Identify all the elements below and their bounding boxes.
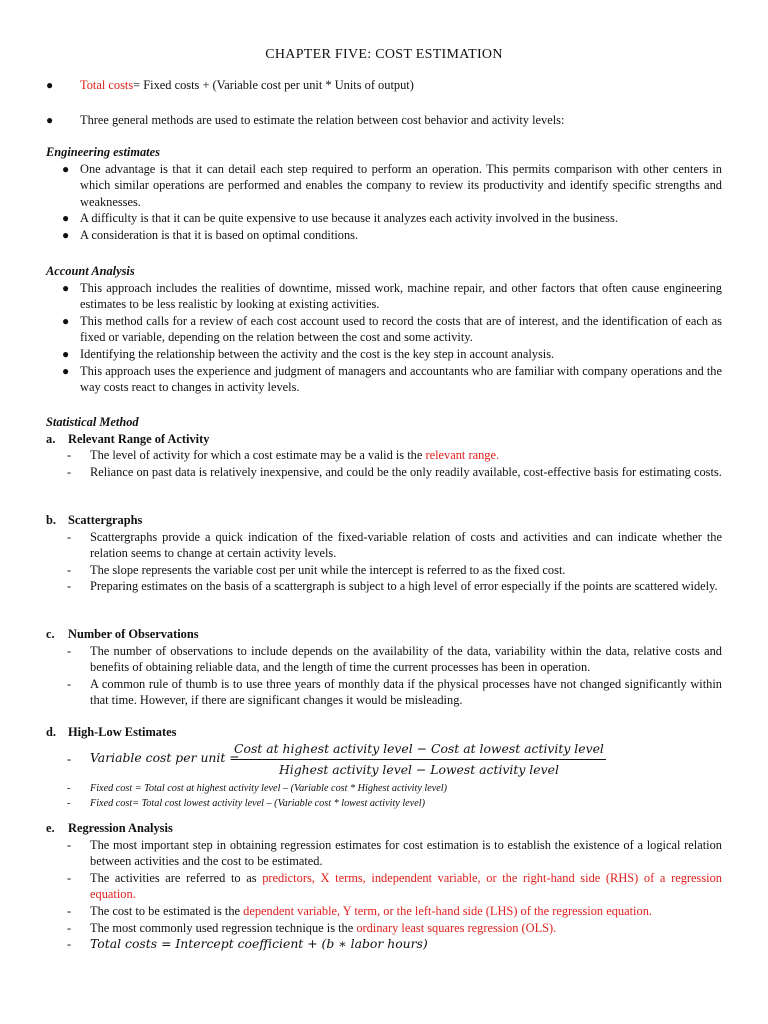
ols-term: ordinary least squares regression (OLS). <box>356 920 557 935</box>
dash-icon: - <box>67 448 72 463</box>
section-label: a. <box>46 431 56 446</box>
section-title: Relevant Range of Activity <box>68 431 210 446</box>
fixed-cost-formula-high: Fixed cost = Total cost at highest activity level – (Variable cost * Highest activity level) <box>90 782 448 794</box>
formula-fraction <box>232 741 606 779</box>
scattergraphs-heading <box>46 512 722 529</box>
list-item <box>46 529 722 562</box>
dash-icon: - <box>67 579 72 594</box>
engineering-section <box>46 144 722 244</box>
total-cost-formula: = Fixed costs + (Variable cost per unit * Units of output) <box>133 78 414 92</box>
section-title: Number of Observations <box>68 627 199 641</box>
list-item-text: A common rule of thumb is to use three years of monthly data if the physical processes have not changed significantly within that time. However, if there are significant changes it would be misleading. <box>90 676 722 708</box>
section-label: b. <box>46 513 56 527</box>
list-item <box>46 643 722 676</box>
formula-lhs: Variable cost per unit = <box>90 749 240 765</box>
relevant-range-heading <box>46 431 722 448</box>
list-item-text: The number of observations to include depends on the availability of the data, variability within the data, relative costs and benefits of obtaining reliable data, and the length of time the current processes has been in operation. <box>90 643 722 675</box>
list-item <box>46 936 722 953</box>
predictors-term: predictors, X terms, independent variable, or the right-hand side (RHS) of a regression equation. <box>90 870 722 902</box>
list-item <box>46 346 722 363</box>
dependent-variable-term: dependent variable, Y term, or the left-hand side (LHS) of the regression equation. <box>243 903 652 918</box>
dash-icon: - <box>67 870 72 885</box>
dash-icon: - <box>67 643 72 658</box>
section-label: e. <box>46 821 55 835</box>
list-item-text: A consideration is that it is based on optimal conditions. <box>80 227 359 242</box>
scattergraphs-section <box>46 512 722 595</box>
list-item <box>46 920 722 937</box>
bullet-icon: ● <box>62 346 70 361</box>
dash-icon: - <box>67 920 72 935</box>
dash-icon: - <box>67 837 72 852</box>
regression-section <box>46 820 722 953</box>
intro-section <box>46 77 722 94</box>
list-item <box>46 562 722 579</box>
list-item-text: The level of activity for which a cost estimate may be a valid is the <box>90 448 426 463</box>
account-heading: Account Analysis <box>46 264 135 278</box>
dash-icon: - <box>67 751 72 766</box>
list-item-text: The most important step in obtaining regression estimates for cost estimation is to establish the existence of a logical relation between activities and the cost to be estimated. <box>90 837 722 869</box>
dash-icon: - <box>67 782 71 794</box>
list-item-text: Reliance on past data is relatively inexpensive, and could be the only readily available, cost-effective basis for estimating costs. <box>90 464 722 479</box>
dash-icon: - <box>67 529 72 544</box>
methods-section <box>46 112 722 129</box>
list-item <box>46 870 722 903</box>
list-item-text: The activities are referred to as <box>90 870 263 885</box>
list-item <box>46 210 722 227</box>
list-item-text: Scattergraphs provide a quick indication of the fixed-variable relation of costs and activities and can indicate whether the relation seems to change at certain activity levels. <box>90 529 722 561</box>
bullet-icon: ● <box>62 363 70 378</box>
bullet-icon: ● <box>62 211 70 226</box>
list-item <box>46 161 722 211</box>
list-item <box>46 313 722 346</box>
list-item <box>46 903 722 920</box>
dash-icon: - <box>67 562 72 577</box>
list-item-text: Identifying the relationship between the activity and the cost is the key step in account analysis. <box>80 346 555 361</box>
observations-section <box>46 626 722 709</box>
three-methods-bullet <box>46 112 722 129</box>
dash-icon: - <box>67 797 71 809</box>
list-item-text: A difficulty is that it can be quite expensive to use because it analyzes each activity involved in the business. <box>80 211 618 226</box>
list-item-text: The most commonly used regression technique is the <box>90 920 357 935</box>
fixed-cost-formula-low: Fixed cost= Total cost lowest activity level – (Variable cost * lowest activity level) <box>90 797 425 809</box>
list-item-text: The slope represents the variable cost per unit while the intercept is referred to as the fixed cost. <box>90 562 566 577</box>
observations-heading <box>46 626 722 643</box>
dash-icon: - <box>67 937 72 952</box>
list-item <box>46 676 722 709</box>
relevant-range-term: relevant range. <box>425 448 500 463</box>
bullet-icon: ● <box>62 227 70 242</box>
statistical-heading: Statistical Method <box>46 415 139 429</box>
total-cost-term: Total costs <box>80 78 134 92</box>
list-item <box>46 781 722 796</box>
list-item <box>46 280 722 313</box>
three-methods-text: Three general methods are used to estimate the relation between cost behavior and activity levels: <box>80 113 565 127</box>
bullet-icon: ● <box>46 113 54 127</box>
section-label: d. <box>46 725 56 739</box>
section-title: Scattergraphs <box>68 513 143 527</box>
bullet-icon: ● <box>62 280 70 295</box>
section-title: Regression Analysis <box>68 821 173 835</box>
variable-cost-formula <box>46 741 722 781</box>
list-item-text: One advantage is that it can detail each step required to perform an operation. This permits comparison with other centers in which similar operations are performed and enables the company to review its productivity and identify specific strengths and weaknesses. <box>80 161 722 209</box>
dash-icon: - <box>67 464 72 479</box>
list-item <box>46 464 722 481</box>
engineering-heading: Engineering estimates <box>46 145 160 159</box>
formula-denominator: Highest activity level − Lowest activity level <box>278 762 559 778</box>
list-item-text: Preparing estimates on the basis of a scattergraph is subject to a high level of error especially if the points are scattered widely. <box>90 579 718 594</box>
dash-icon: - <box>67 676 72 691</box>
list-item <box>46 227 722 244</box>
high-low-section <box>46 724 722 811</box>
regression-equation: Total costs = Intercept coefficient + (b ∗ labor hours) <box>90 936 428 952</box>
section-label: c. <box>46 627 55 641</box>
bullet-icon: ● <box>62 313 70 328</box>
bullet-icon: ● <box>46 78 54 92</box>
high-low-heading <box>46 724 722 741</box>
list-item <box>46 578 722 595</box>
total-cost-bullet <box>46 77 722 94</box>
list-item <box>46 363 722 396</box>
list-item-text: The cost to be estimated is the <box>90 903 244 918</box>
list-item <box>46 447 722 464</box>
list-item-text: This approach uses the experience and judgment of managers and accountants who are familiar with company operations and the way costs react to changes in activity levels. <box>80 363 722 395</box>
bullet-icon: ● <box>62 161 70 176</box>
account-section <box>46 263 722 396</box>
page-title: CHAPTER FIVE: COST ESTIMATION <box>265 47 503 62</box>
statistical-section <box>46 414 722 480</box>
dash-icon: - <box>67 903 72 918</box>
regression-heading <box>46 820 722 837</box>
list-item <box>46 796 722 811</box>
formula-numerator: Cost at highest activity level − Cost at lowest activity level <box>232 741 606 761</box>
list-item <box>46 837 722 870</box>
list-item-text: This method calls for a review of each cost account used to record the costs that are of interest, and the identification of each as fixed or variable, depending on the relation between the cost and some activity. <box>80 313 722 345</box>
section-title: High-Low Estimates <box>68 725 177 739</box>
list-item-text: This approach includes the realities of downtime, missed work, machine repair, and other factors that often cause engineering estimates to be less realistic by looking at existing activities. <box>80 280 722 312</box>
